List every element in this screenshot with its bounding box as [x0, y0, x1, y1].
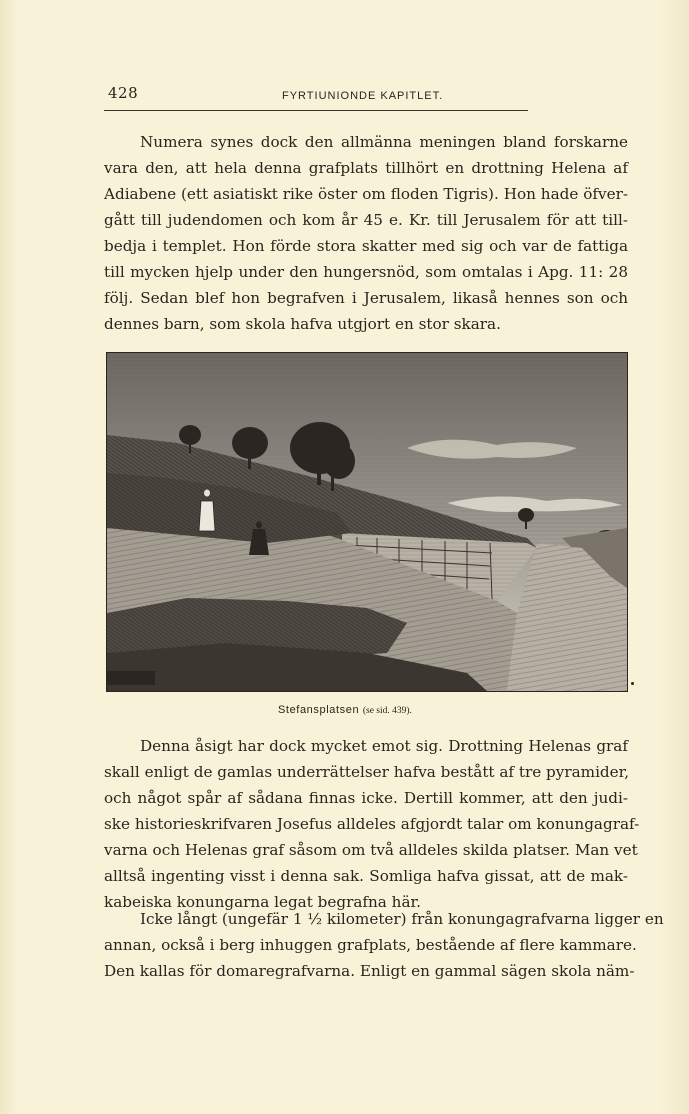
page-header — [104, 80, 628, 108]
figure-caption — [278, 704, 412, 716]
text-line: annan, också i berg inhuggen grafplats, bestående af flere kammare. — [104, 936, 637, 954]
text-line: alltså ingenting visst i denna sak. Somliga hafva gissat, att de mak- — [104, 867, 628, 885]
text-line: till mycken hjelp under den hungersnöd, som omtalas i Apg. 11: 28 — [104, 263, 628, 281]
text-line: kabeiska konungarna legat begrafna här. — [104, 893, 421, 911]
text-line: vara den, att hela denna grafplats tillhört en drottning Helena af — [104, 159, 628, 177]
text-line: ske historieskrifvaren Josefus alldeles afgjordt talar om konungagraf- — [104, 815, 640, 833]
paragraph-1 — [104, 129, 628, 337]
header-rule — [104, 110, 528, 111]
page-number: 428 — [108, 84, 139, 102]
text-line: varna och Helenas graf såsom om två alldeles skilda platser. Man vet — [104, 841, 638, 859]
paragraph-2 — [104, 733, 640, 915]
margin-mark — [631, 682, 634, 685]
text-line: bedja i templet. Hon förde stora skatter med sig och var de fattiga — [104, 237, 628, 255]
text-line: skall enligt de gamlas underrättelser hafva bestått af tre pyramider, — [104, 763, 630, 781]
text-line: dennes barn, som skola hafva utgjort en stor skara. — [104, 315, 501, 333]
text-line: Adiabene (ett asiatiskt rike öster om floden Tigris). Hon hade öfver- — [104, 185, 628, 203]
text-line: och något spår af sådana finnas icke. Dertill kommer, att den judi- — [104, 789, 628, 807]
running-head: FYRTIUNIONDE KAPITLET. — [282, 90, 444, 102]
paragraph-3 — [104, 906, 664, 984]
text-line: Den kallas för domaregrafvarna. Enligt en gammal sägen skola näm- — [104, 962, 635, 980]
caption-page-reference: (se sid. 439). — [362, 706, 412, 716]
text-line: följ. Sedan blef hon begrafven i Jerusalem, likaså hennes son och — [104, 289, 628, 307]
text-line: Numera synes dock den allmänna meningen bland forskarne — [140, 133, 628, 151]
engraving-illustration — [106, 352, 628, 692]
caption-title: Stefansplatsen — [278, 704, 360, 716]
text-line: gått till judendomen och kom år 45 e. Kr. till Jerusalem för att till- — [104, 211, 628, 229]
text-line: Icke långt (ungefär 1 ½ kilometer) från konungagrafvarna ligger en — [140, 910, 664, 928]
text-line: Denna åsigt har dock mycket emot sig. Drottning Helenas graf — [140, 737, 628, 755]
